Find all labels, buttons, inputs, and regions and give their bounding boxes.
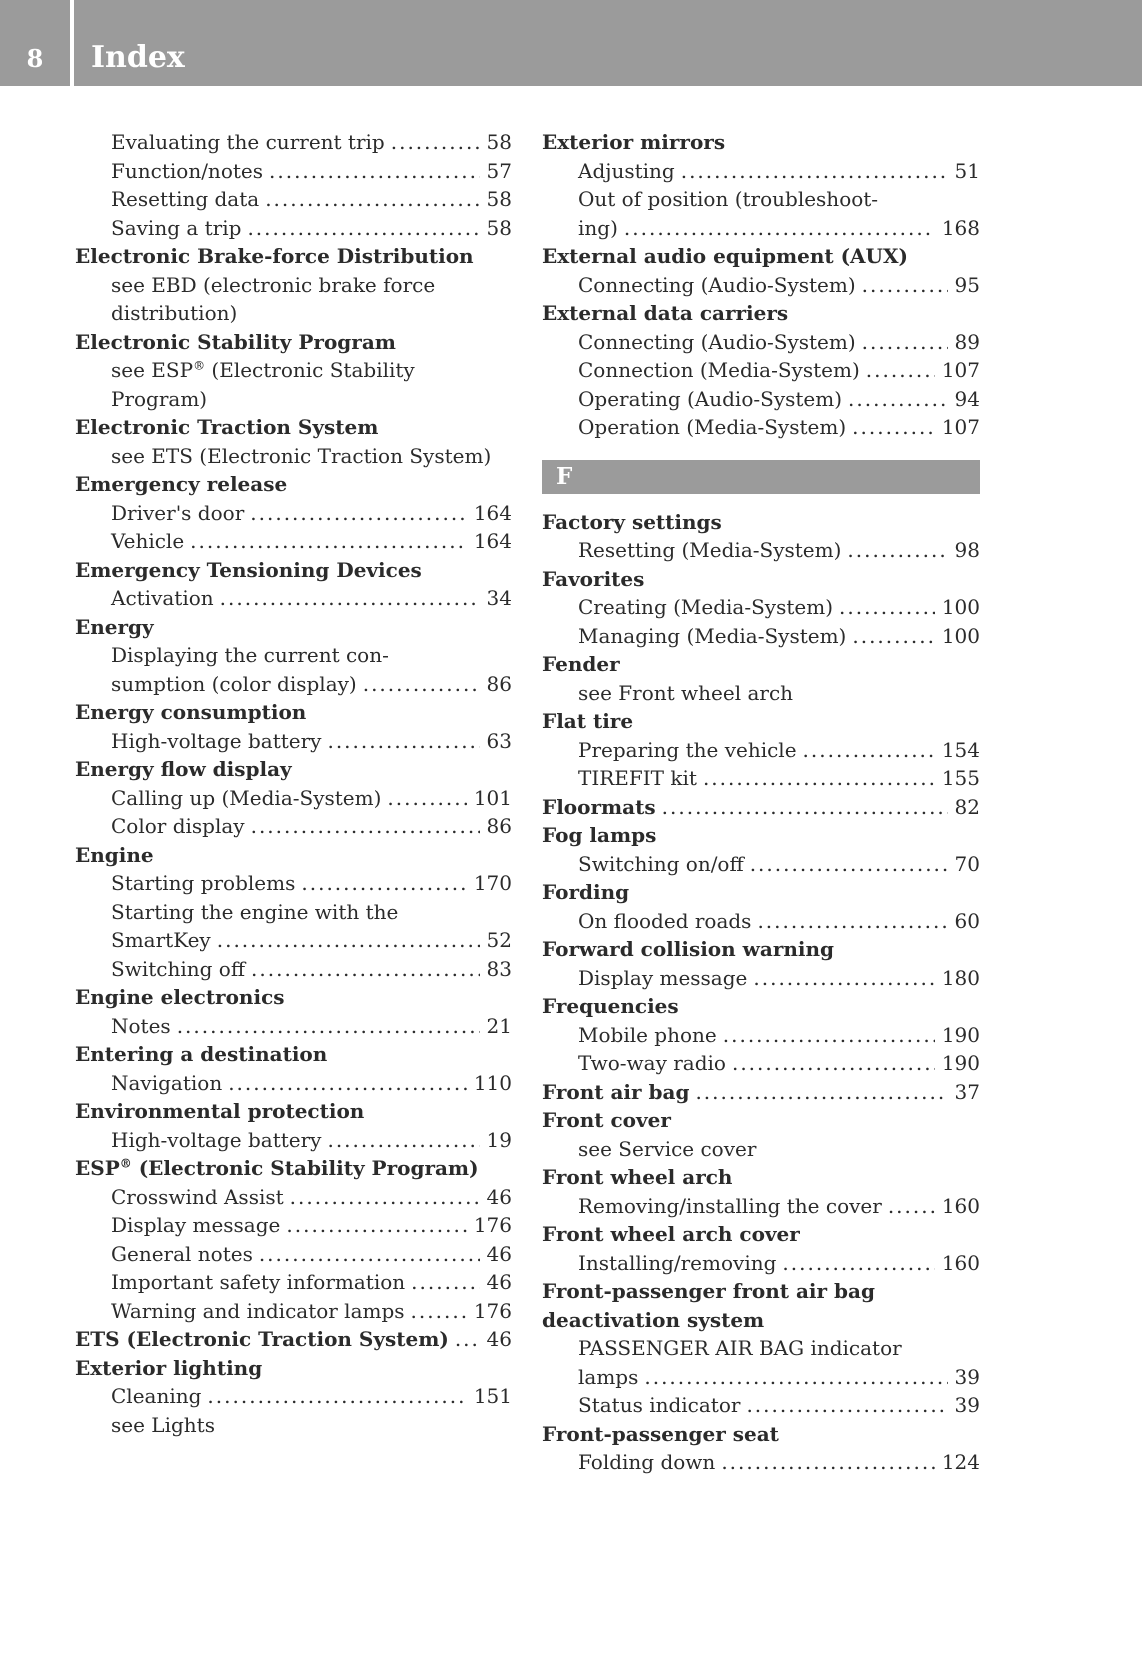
dot-leader <box>228 1069 467 1098</box>
index-entry-label: Exterior lighting <box>75 1355 263 1380</box>
index-entry-main <box>542 242 980 271</box>
index-entry-label: Notes <box>111 1013 171 1038</box>
dot-leader <box>391 128 480 157</box>
index-entry-sub <box>75 869 512 898</box>
index-entry-label: Operation (Media-System) <box>578 415 847 439</box>
index-entry-label: Removing/installing the cover <box>578 1193 882 1218</box>
dot-leader <box>411 1297 467 1326</box>
index-entry-label: Electronic Brake-force Distribution <box>75 244 474 268</box>
page-reference: 190 <box>941 1051 980 1075</box>
index-entry-label: Mobile phone <box>578 1022 717 1047</box>
index-entry-label: Program) <box>111 386 208 411</box>
index-entry-label: see ETS (Electronic Traction System) <box>111 443 492 468</box>
index-entry-sub <box>75 898 512 927</box>
index-entry-main <box>542 821 980 850</box>
page-reference: 107 <box>941 358 980 382</box>
page-reference: 63 <box>486 728 512 753</box>
index-entry-label: Displaying the current con- <box>111 643 389 667</box>
index-entry-sub <box>542 385 980 414</box>
index-entry-label: Front-passenger seat <box>542 1421 779 1446</box>
index-entry-label: TIREFIT kit <box>578 766 697 790</box>
dot-leader <box>363 670 480 699</box>
index-entry-label: sumption (color display) <box>111 671 357 696</box>
index-entry-sub <box>542 214 980 243</box>
index-entry-main <box>75 755 512 784</box>
index-entry-main <box>75 1154 512 1183</box>
dot-leader <box>269 157 480 186</box>
index-entry-sub <box>75 1411 512 1440</box>
index-entry-main <box>542 1078 980 1107</box>
index-entry-label: General notes <box>111 1241 253 1266</box>
index-entry-label: Warning and indicator lamps <box>111 1298 405 1323</box>
index-entry-label: Front air bag <box>542 1079 690 1104</box>
page-reference: 86 <box>486 671 512 696</box>
index-entry-sub <box>542 1021 980 1050</box>
index-entry-sub <box>75 185 512 214</box>
index-entry-label: Front-passenger front air bag <box>542 1279 875 1303</box>
dot-leader <box>732 1049 935 1078</box>
index-entry-label: see Front wheel arch <box>578 680 794 705</box>
index-entry-main <box>542 1163 980 1192</box>
index-entry-label: see EBD (electronic brake force <box>111 272 436 297</box>
index-entry-sub <box>542 1192 980 1221</box>
index-entry-label: PASSENGER AIR BAG indicator <box>578 1336 902 1360</box>
page-reference: 168 <box>941 215 980 240</box>
index-entry-sub <box>75 641 512 670</box>
dot-leader <box>644 1363 947 1392</box>
index-entry-label: Out of position (troubleshoot- <box>578 187 879 211</box>
index-entry-label: Installing/removing <box>578 1250 777 1275</box>
page-reference: 176 <box>473 1213 512 1237</box>
index-entry-label: Favorites <box>542 566 645 591</box>
dot-leader <box>259 1240 480 1269</box>
dot-leader <box>247 214 479 243</box>
dot-leader <box>721 1448 935 1477</box>
index-entry-label: Calling up (Media-System) <box>111 785 382 810</box>
dot-leader <box>782 1249 934 1278</box>
dot-leader <box>265 185 479 214</box>
index-entry-main <box>75 328 512 357</box>
index-entry-label: Saving a trip <box>111 215 242 240</box>
index-entry-sub <box>542 356 980 385</box>
dot-leader <box>327 1126 479 1155</box>
page-header-bar <box>0 0 1142 86</box>
dot-leader <box>286 1211 466 1240</box>
index-entry-label: see Lights <box>111 1412 215 1437</box>
page-reference: 101 <box>473 785 512 810</box>
index-entry-main <box>542 707 980 736</box>
index-entry-sub <box>542 413 980 442</box>
index-entry-main <box>75 556 512 585</box>
index-entry-sub <box>542 907 980 936</box>
index-entry-main <box>75 470 512 499</box>
section-header-letter: F <box>542 460 980 494</box>
index-entry-sub <box>75 128 512 157</box>
dot-leader <box>750 850 948 879</box>
index-entry-main <box>542 299 980 328</box>
index-entry-label: Color display <box>111 814 245 838</box>
page-reference: 155 <box>941 766 980 790</box>
index-entry-label: External data carriers <box>542 301 789 325</box>
index-entry-label: Starting the engine with the <box>111 899 399 924</box>
index-entry-sub <box>75 1297 512 1326</box>
index-entry-label: Flat tire <box>542 709 634 733</box>
index-entry-label: Resetting (Media-System) <box>578 538 842 562</box>
index-entry-label: distribution) <box>111 301 238 325</box>
page-number-box <box>0 0 74 86</box>
page-reference: 94 <box>954 386 980 411</box>
index-entry-label: ETS (Electronic Traction System) <box>75 1327 449 1351</box>
index-entry-label: deactivation system <box>542 1307 765 1332</box>
page-reference: 70 <box>954 851 980 876</box>
page-reference: 39 <box>954 1393 980 1417</box>
page-reference: 86 <box>486 814 512 838</box>
page-reference: 154 <box>941 737 980 762</box>
index-entry-label: Front wheel arch cover <box>542 1222 800 1246</box>
index-entry-sub <box>75 1268 512 1297</box>
index-entry-sub <box>75 1183 512 1212</box>
index-entry-label: Evaluating the current trip <box>111 130 385 154</box>
index-entry-sub <box>75 1240 512 1269</box>
index-entry-sub <box>75 214 512 243</box>
index-entry-main <box>75 1354 512 1383</box>
index-entry-label: Creating (Media-System) <box>578 595 833 619</box>
index-content <box>0 86 1142 1477</box>
index-entry-main <box>542 878 980 907</box>
page-number: 8 <box>26 44 44 73</box>
page-reference: 180 <box>941 965 980 990</box>
index-entry-main <box>75 1040 512 1069</box>
index-entry-sub <box>542 850 980 879</box>
index-entry-sub <box>75 926 512 955</box>
index-entry-sub <box>542 679 980 708</box>
index-entry-sub <box>75 271 512 300</box>
index-entry-label: Engine electronics <box>75 985 285 1009</box>
index-entry-label: Preparing the vehicle <box>578 737 797 762</box>
index-entry-sub <box>542 185 980 214</box>
index-entry-sub <box>75 157 512 186</box>
index-entry-main <box>542 1106 980 1135</box>
index-entry-label: Folding down <box>578 1450 716 1474</box>
dot-leader <box>455 1325 480 1354</box>
index-entry-main <box>542 565 980 594</box>
index-entry-main <box>542 1306 980 1335</box>
index-entry-label: Forward collision warning <box>542 937 835 961</box>
page-reference: 19 <box>486 1127 512 1152</box>
dot-leader <box>888 1192 935 1221</box>
index-entry-main <box>542 1277 980 1306</box>
index-entry-sub <box>75 727 512 756</box>
index-entry-sub <box>75 442 512 471</box>
index-entry-sub <box>542 1448 980 1477</box>
index-entry-sub <box>75 1211 512 1240</box>
page-reference: 21 <box>486 1013 512 1038</box>
dot-leader <box>695 1078 947 1107</box>
index-entry-sub <box>542 736 980 765</box>
page-reference: 46 <box>486 1184 512 1209</box>
page-title: Index <box>91 40 185 75</box>
index-entry-sub <box>542 271 980 300</box>
index-entry-sub <box>542 1391 980 1420</box>
index-entry-sub <box>75 356 512 385</box>
index-entry-label: ing) <box>578 215 618 240</box>
dot-leader <box>290 1183 480 1212</box>
index-entry-label: Energy <box>75 614 154 639</box>
page-reference: 100 <box>941 595 980 619</box>
dot-leader <box>757 907 947 936</box>
index-entry-sub <box>542 764 980 793</box>
dot-leader <box>662 793 948 822</box>
dot-leader <box>301 869 466 898</box>
page-reference: 57 <box>486 158 512 183</box>
index-entry-main <box>542 1420 980 1449</box>
index-entry-main <box>75 1097 512 1126</box>
index-entry-label: Vehicle <box>111 529 185 553</box>
index-entry-label: Electronic Traction System <box>75 415 379 439</box>
index-entry-label: Driver's door <box>111 500 245 525</box>
dot-leader <box>862 271 948 300</box>
index-entry-sub <box>75 527 512 556</box>
dot-leader <box>411 1268 479 1297</box>
index-entry-sub <box>542 964 980 993</box>
registered-trademark-symbol: ® <box>193 358 206 373</box>
index-entry-label: Exterior mirrors <box>542 130 726 154</box>
index-entry-label: Fog lamps <box>542 823 657 847</box>
registered-trademark-symbol: ® <box>119 1156 132 1171</box>
index-entry-label: Energy flow display <box>75 757 292 781</box>
dot-leader <box>746 1391 947 1420</box>
page-reference: 164 <box>473 500 512 525</box>
index-entry-label: Emergency Tensioning Devices <box>75 557 422 582</box>
column-left <box>75 128 512 1477</box>
index-entry-label: Two-way radio <box>578 1051 726 1075</box>
page-reference: 164 <box>473 529 512 553</box>
index-entry-label: Environmental protection <box>75 1099 365 1123</box>
page-reference: 160 <box>941 1250 980 1275</box>
index-entry-main <box>542 650 980 679</box>
page-reference: 60 <box>954 908 980 933</box>
dot-leader <box>839 593 935 622</box>
index-entry-sub <box>75 1126 512 1155</box>
index-entry-main <box>75 613 512 642</box>
page-reference: 46 <box>486 1270 512 1294</box>
index-entry-label: Switching off <box>111 956 246 981</box>
page-reference: 58 <box>486 187 512 211</box>
dot-leader <box>250 499 467 528</box>
index-entry-label: Function/notes <box>111 158 263 183</box>
index-entry-label: Connecting (Audio-System) <box>578 329 856 354</box>
index-entry-main <box>75 242 512 271</box>
index-entry-main <box>542 128 980 157</box>
index-entry-sub <box>75 1012 512 1041</box>
page-reference: 151 <box>473 1384 512 1408</box>
index-entry-label: Switching on/off <box>578 851 744 876</box>
index-entry-label: Status indicator <box>578 1393 741 1417</box>
index-entry-label: Front wheel arch <box>542 1165 733 1189</box>
page-reference: 98 <box>954 538 980 562</box>
index-entry-sub <box>542 536 980 565</box>
index-entry-label: Managing (Media-System) <box>578 623 847 648</box>
index-entry-label: High-voltage battery <box>111 728 322 753</box>
index-entry-label: Resetting data <box>111 187 260 211</box>
index-entry-sub <box>542 1135 980 1164</box>
index-entry-label: Fender <box>542 652 620 676</box>
index-entry-sub <box>542 1363 980 1392</box>
index-entry-label: Adjusting <box>578 158 675 183</box>
index-entry-sub <box>75 1382 512 1411</box>
index-entry-sub <box>75 584 512 613</box>
index-entry-main <box>542 935 980 964</box>
index-entry-main <box>75 841 512 870</box>
dot-leader <box>251 955 480 984</box>
column-right <box>542 128 980 1477</box>
dot-leader <box>852 622 934 651</box>
index-entry-label: lamps <box>578 1364 639 1389</box>
dot-leader <box>217 926 480 955</box>
index-entry-label: Navigation <box>111 1070 223 1095</box>
index-entry-label: Connecting (Audio-System) <box>578 272 856 297</box>
index-entry-label: External audio equipment (AUX) <box>542 244 908 268</box>
index-entry-main <box>75 1325 512 1354</box>
page-reference: 46 <box>486 1327 512 1351</box>
index-entry-label: High-voltage battery <box>111 1127 322 1152</box>
index-entry-sub <box>542 1249 980 1278</box>
index-entry-label: Important safety information <box>111 1270 406 1294</box>
page-reference: 107 <box>941 415 980 439</box>
page-reference: 46 <box>486 1241 512 1266</box>
index-entry-label: see ESP® (Electronic Stability <box>111 358 415 382</box>
dot-leader <box>327 727 479 756</box>
index-entry-sub <box>75 812 512 841</box>
dot-leader <box>753 964 934 993</box>
index-entry-sub <box>542 328 980 357</box>
index-entry-label: On flooded roads <box>578 908 752 933</box>
index-entry-label: Electronic Stability Program <box>75 329 396 354</box>
dot-leader <box>190 527 467 556</box>
index-entry-main <box>542 1220 980 1249</box>
index-entry-label: Crosswind Assist <box>111 1184 284 1209</box>
dot-leader <box>207 1382 466 1411</box>
page-reference: 51 <box>954 158 980 183</box>
index-entry-label: SmartKey <box>111 928 211 952</box>
dot-leader <box>177 1012 480 1041</box>
index-entry-label: Energy consumption <box>75 700 307 724</box>
dot-leader <box>862 328 948 357</box>
page-reference: 100 <box>941 623 980 648</box>
page-reference: 89 <box>954 329 980 354</box>
index-entry-sub <box>542 1334 980 1363</box>
page-reference: 170 <box>473 871 512 895</box>
dot-leader <box>624 214 935 243</box>
index-entry-main <box>542 992 980 1021</box>
index-entry-label: ESP® (Electronic Stability Program) <box>75 1156 479 1180</box>
index-entry-label: Engine <box>75 842 154 867</box>
index-entry-sub <box>75 385 512 414</box>
index-entry-sub <box>75 670 512 699</box>
index-entry-sub <box>542 593 980 622</box>
dot-leader <box>703 764 935 793</box>
index-entry-main <box>75 983 512 1012</box>
index-entry-sub <box>542 1049 980 1078</box>
index-entry-label: Frequencies <box>542 994 679 1018</box>
index-entry-label: Display message <box>111 1213 281 1237</box>
index-entry-sub <box>75 955 512 984</box>
index-entry-sub <box>542 157 980 186</box>
page-reference: 58 <box>486 130 512 154</box>
page-reference: 190 <box>941 1022 980 1047</box>
index-entry-sub <box>542 622 980 651</box>
page-reference: 176 <box>473 1298 512 1323</box>
index-entry-sub <box>75 499 512 528</box>
dot-leader <box>681 157 948 186</box>
index-entry-label: Entering a destination <box>75 1042 328 1066</box>
page-reference: 110 <box>473 1070 512 1095</box>
index-entry-label: see Service cover <box>578 1136 757 1161</box>
index-entry-label: Factory settings <box>542 509 722 534</box>
index-entry-label: Cleaning <box>111 1384 202 1408</box>
dot-leader <box>251 812 480 841</box>
page-reference: 39 <box>954 1364 980 1389</box>
index-entry-main <box>75 413 512 442</box>
index-entry-label: Floormats <box>542 794 656 819</box>
page-reference: 58 <box>486 215 512 240</box>
index-entry-label: Activation <box>111 586 214 610</box>
index-entry-sub <box>75 299 512 328</box>
page-reference: 82 <box>954 794 980 819</box>
index-entry-label: Emergency release <box>75 472 288 496</box>
index-entry-label: Front cover <box>542 1108 671 1132</box>
dot-leader <box>852 413 935 442</box>
index-entry-label: Display message <box>578 965 748 990</box>
page-reference: 160 <box>941 1193 980 1218</box>
dot-leader <box>220 584 480 613</box>
dot-leader <box>866 356 935 385</box>
dot-leader <box>847 536 947 565</box>
page-reference: 124 <box>941 1450 980 1474</box>
page-reference: 34 <box>486 586 512 610</box>
index-entry-label: Fording <box>542 880 630 904</box>
dot-leader <box>848 385 948 414</box>
index-entry-main <box>542 793 980 822</box>
page-reference: 83 <box>486 956 512 981</box>
dot-leader <box>723 1021 935 1050</box>
index-entry-label: Operating (Audio-System) <box>578 386 843 411</box>
page-reference: 37 <box>954 1079 980 1104</box>
page-reference: 95 <box>954 272 980 297</box>
index-entry-label: Starting problems <box>111 871 296 895</box>
index-entry-main <box>75 698 512 727</box>
dot-leader <box>387 784 466 813</box>
index-entry-label: Connection (Media-System) <box>578 358 860 382</box>
dot-leader <box>803 736 935 765</box>
index-entry-sub <box>75 1069 512 1098</box>
page-reference: 52 <box>486 928 512 952</box>
index-entry-main <box>542 508 980 537</box>
index-entry-sub <box>75 784 512 813</box>
